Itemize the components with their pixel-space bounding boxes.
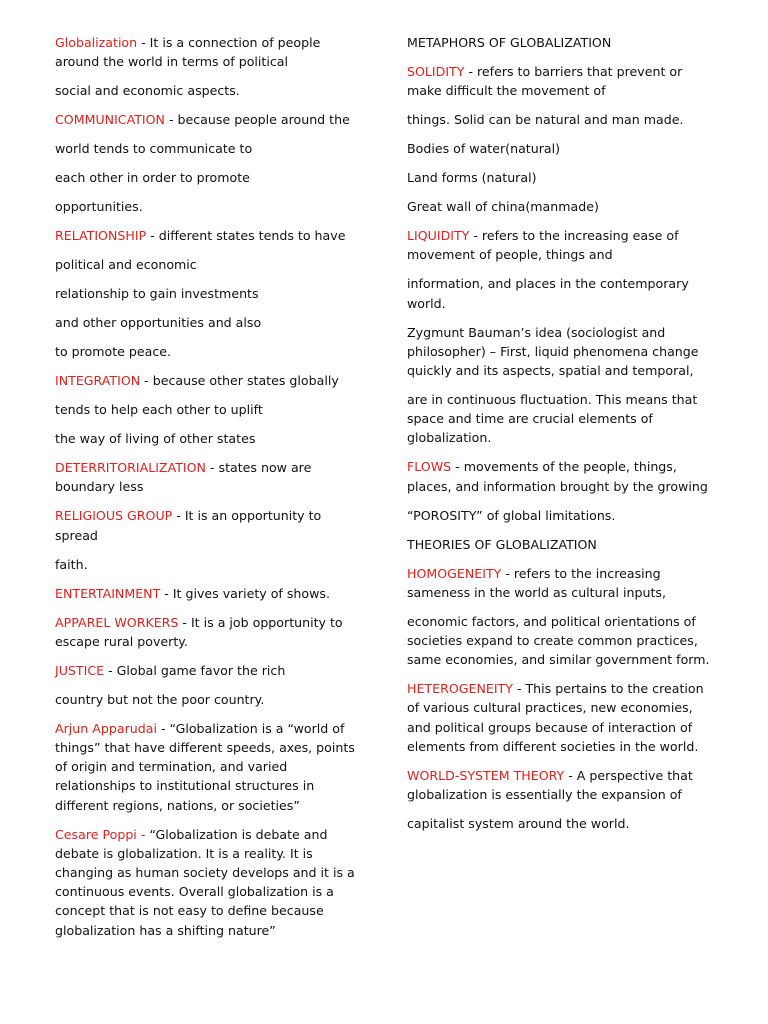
paragraph-text: - A perspective that globalization is essentially the expansion of — [407, 767, 693, 803]
paragraph-text: - It gives variety of shows. — [160, 585, 330, 601]
paragraph-text: - refers to the increasing sameness in the world as cultural inputs, — [407, 565, 666, 600]
paragraph — [407, 168, 719, 187]
paragraph-text: Land forms (natural) — [407, 170, 537, 186]
paragraph-text: Great wall of china(manmade) — [407, 199, 599, 215]
term-label: HOMOGENEITY — [407, 565, 502, 581]
paragraph — [55, 400, 365, 419]
paragraph — [407, 679, 719, 756]
paragraph-text: relationship to gain investments — [55, 286, 259, 302]
paragraph-text: - because other states globally — [140, 373, 339, 389]
paragraph — [55, 197, 365, 216]
paragraph — [55, 690, 365, 709]
paragraph — [407, 323, 719, 381]
term-label: SOLIDITY — [407, 64, 465, 79]
paragraph — [407, 110, 719, 129]
paragraph-text: information, and places in the contemporary world. — [407, 276, 689, 311]
paragraph — [55, 81, 365, 100]
paragraph — [407, 506, 719, 525]
paragraph — [407, 390, 719, 448]
paragraph — [55, 168, 365, 187]
paragraph-text: “POROSITY” of global limitations. — [407, 507, 616, 523]
paragraph — [55, 661, 365, 680]
paragraph — [55, 825, 365, 940]
paragraph-text: - “Globalization is a “world of things” that have different speeds, axes, points of origin and termination, and varied relationships to institutional structures in different regions, nations, or societies” — [55, 720, 355, 813]
term-label: Cesare Poppi - — [55, 826, 146, 842]
paragraph — [55, 33, 365, 71]
paragraph-text: METAPHORS OF GLOBALIZATION — [407, 35, 612, 50]
paragraph-text: social and economic aspects. — [55, 83, 240, 99]
paragraph-text: and other opportunities and also — [55, 315, 262, 331]
paragraph — [55, 342, 365, 361]
paragraph — [55, 613, 365, 651]
paragraph — [55, 719, 365, 815]
term-label: RELATIONSHIP — [55, 228, 147, 244]
paragraph-text: “Globalization is debate and debate is globalization. It is a reality. It is changing as human society develops and it is a continuous events. Overall globalization is a concept that is not easy to define because globalization has a shifting nature” — [55, 826, 355, 938]
paragraph-text: - different states tends to have — [146, 228, 346, 244]
paragraph — [55, 284, 365, 303]
paragraph — [407, 535, 719, 554]
paragraph-text: - states now are boundary less — [55, 460, 312, 495]
paragraph-text: - refers to the increasing ease of movement of people, things and — [407, 228, 679, 263]
paragraph — [55, 429, 365, 448]
paragraph-text: - Global game favor the rich — [104, 662, 286, 678]
right-column — [407, 33, 719, 843]
paragraph — [407, 612, 719, 670]
paragraph — [55, 139, 365, 158]
paragraph — [407, 274, 719, 312]
left-column — [55, 33, 365, 950]
paragraph — [407, 197, 719, 216]
paragraph-text: political and economic — [55, 257, 197, 273]
paragraph — [55, 555, 365, 574]
paragraph-text: Bodies of water(natural) — [407, 141, 561, 157]
term-label: Globalization — [55, 35, 138, 50]
paragraph-text: - It is a connection of people around the world in terms of political — [55, 35, 321, 70]
paragraph-text: to promote peace. — [55, 344, 172, 360]
paragraph-text: faith. — [55, 556, 88, 572]
term-label: Arjun Apparudai — [55, 720, 157, 736]
paragraph-text: things. Solid can be natural and man made. — [407, 112, 684, 128]
paragraph-text: capitalist system around the world. — [407, 816, 630, 832]
paragraph — [407, 226, 719, 264]
paragraph-text: - because people around the — [164, 112, 350, 128]
term-label: JUSTICE — [55, 662, 105, 678]
term-label: DETERRITORIALIZATION — [55, 460, 206, 476]
paragraph-text: - This pertains to the creation of various cultural practices, new economies, and political groups because of interaction of elements from different societies in the world. — [407, 681, 704, 754]
paragraph — [55, 584, 365, 603]
term-label: INTEGRATION — [55, 373, 141, 389]
paragraph — [407, 564, 719, 602]
paragraph-text: country but not the poor country. — [55, 691, 265, 707]
paragraph-text: opportunities. — [55, 199, 143, 215]
paragraph-text: tends to help each other to uplift — [55, 402, 263, 418]
paragraph-text: THEORIES OF GLOBALIZATION — [407, 536, 597, 552]
paragraph — [55, 255, 365, 274]
term-label: APPAREL WORKERS — [55, 614, 179, 630]
paragraph — [55, 506, 365, 544]
paragraph-text: - refers to barriers that prevent or make difficult the movement of — [407, 64, 683, 99]
paragraph-text: Zygmunt Bauman’s idea (sociologist and philosopher) – First, liquid phenomena change quickly and its aspects, spatial and temporal, — [407, 324, 699, 379]
term-label: FLOWS — [407, 459, 452, 475]
paragraph — [407, 457, 719, 495]
paragraph-text: the way of living of other states — [55, 431, 256, 447]
paragraph — [55, 110, 365, 129]
term-label: RELIGIOUS GROUP — [55, 508, 173, 524]
paragraph — [55, 371, 365, 390]
paragraph-text: each other in order to promote — [55, 170, 250, 186]
paragraph — [407, 33, 719, 52]
paragraph-text: - movements of the people, things, places, and information brought by the growing — [407, 459, 708, 494]
term-label: ENTERTAINMENT — [55, 585, 161, 601]
term-label: COMMUNICATION — [55, 112, 165, 128]
paragraph — [407, 766, 719, 804]
paragraph — [407, 814, 719, 833]
paragraph — [55, 226, 365, 245]
term-label: WORLD-SYSTEM THEORY — [407, 767, 565, 783]
paragraph — [407, 62, 719, 100]
term-label: LIQUIDITY — [407, 228, 470, 244]
paragraph-text: - It is an opportunity to spread — [55, 508, 322, 543]
paragraph — [407, 139, 719, 158]
paragraph — [55, 458, 365, 496]
paragraph-text: world tends to communicate to — [55, 141, 253, 157]
paragraph-text: are in continuous fluctuation. This means that space and time are crucial elements of globalization. — [407, 392, 698, 446]
paragraph — [55, 313, 365, 332]
term-label: HETEROGENEITY — [407, 681, 513, 697]
paragraph-text: - It is a job opportunity to escape rural poverty. — [55, 614, 343, 649]
paragraph-text: economic factors, and political orientations of societies expand to create common practices, same economies, and similar government form. — [407, 613, 710, 668]
